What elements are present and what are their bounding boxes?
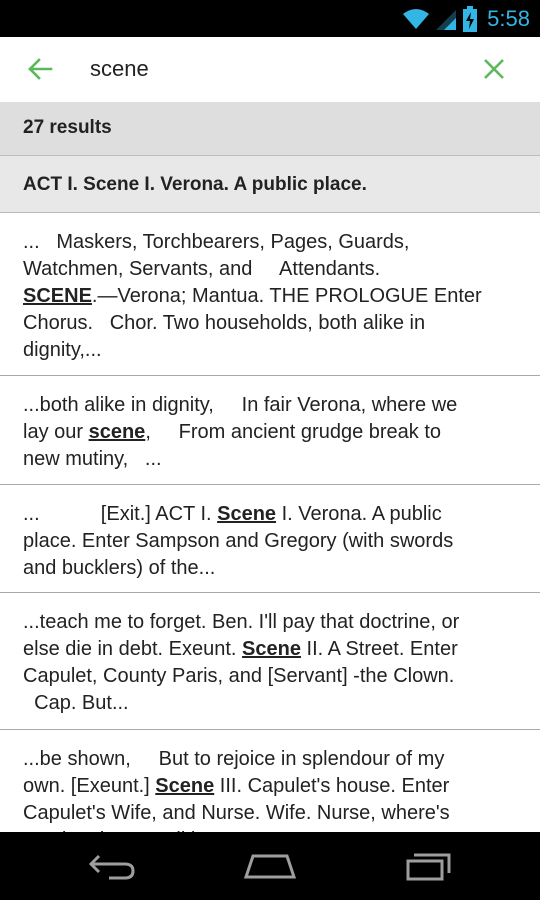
search-bar xyxy=(0,37,540,102)
status-time: 5:58 xyxy=(487,5,530,31)
nav-recents-button[interactable] xyxy=(368,832,488,900)
results-header xyxy=(0,102,540,156)
result-text-before: ... [Exit.] ACT I. xyxy=(23,503,218,525)
result-match: Scene xyxy=(242,638,301,660)
result-item[interactable] xyxy=(0,485,540,593)
result-item[interactable] xyxy=(0,213,540,376)
home-nav-icon xyxy=(243,853,297,879)
result-text-before: ...teach me to forget. Ben. I'll pay that doctrine, or else die in debt. Exeunt. xyxy=(23,611,460,660)
result-match: Scene xyxy=(217,503,277,525)
status-icons xyxy=(402,4,530,33)
navigation-bar xyxy=(0,832,540,900)
back-nav-icon xyxy=(87,852,137,880)
signal-icon xyxy=(435,7,457,31)
result-match: Scene xyxy=(155,775,215,797)
result-text-after: .—Verona; Mantua. THE PROLOGUE Enter Chorus. Chor. Two households, both alike in dignity,... xyxy=(23,285,482,361)
results-list[interactable] xyxy=(0,156,540,832)
recents-nav-icon xyxy=(404,851,452,881)
result-text-after: III. Capulet's house. Enter Capulet's Wife, and Nurse. Wife. Nurse, where's xyxy=(23,775,450,824)
result-item[interactable] xyxy=(0,376,540,485)
result-text-after: I. Verona. A public place. Enter Sampson and Gregory (with swords and bucklers) of the... xyxy=(23,503,454,579)
status-bar xyxy=(0,0,540,37)
arrow-left-icon xyxy=(27,57,53,81)
result-match: scene xyxy=(88,421,146,443)
nav-back-button[interactable] xyxy=(52,832,172,900)
battery-charging-icon xyxy=(462,6,478,32)
wifi-icon xyxy=(402,7,430,31)
nav-home-button[interactable] xyxy=(210,832,330,900)
results-count: 27 results xyxy=(23,117,112,138)
result-text-before: ...be shown, But to rejoice in splendour of my own. [Exeunt.] xyxy=(23,748,445,797)
result-item[interactable] xyxy=(0,593,540,730)
back-button[interactable] xyxy=(16,49,64,89)
result-match: SCENE xyxy=(23,285,92,307)
result-text-after: II. A Street. Enter Capulet, County Paris, and [Servant] -the Clown. Cap. But... xyxy=(23,638,458,714)
clear-search-button[interactable] xyxy=(474,49,514,89)
result-text-before: ...both alike in dignity, In fair Verona, where we lay our xyxy=(23,394,458,443)
result-text-after: , From ancient grudge break to new mutiny, ... xyxy=(23,421,442,470)
close-icon xyxy=(483,58,505,80)
result-text-before: ... Maskers, Torchbearers, Pages, Guards, Watchmen, Servants, and Attendants. xyxy=(23,231,410,280)
section-header: ACT I. Scene I. Verona. A public place. xyxy=(0,156,540,213)
search-input[interactable] xyxy=(90,52,450,86)
